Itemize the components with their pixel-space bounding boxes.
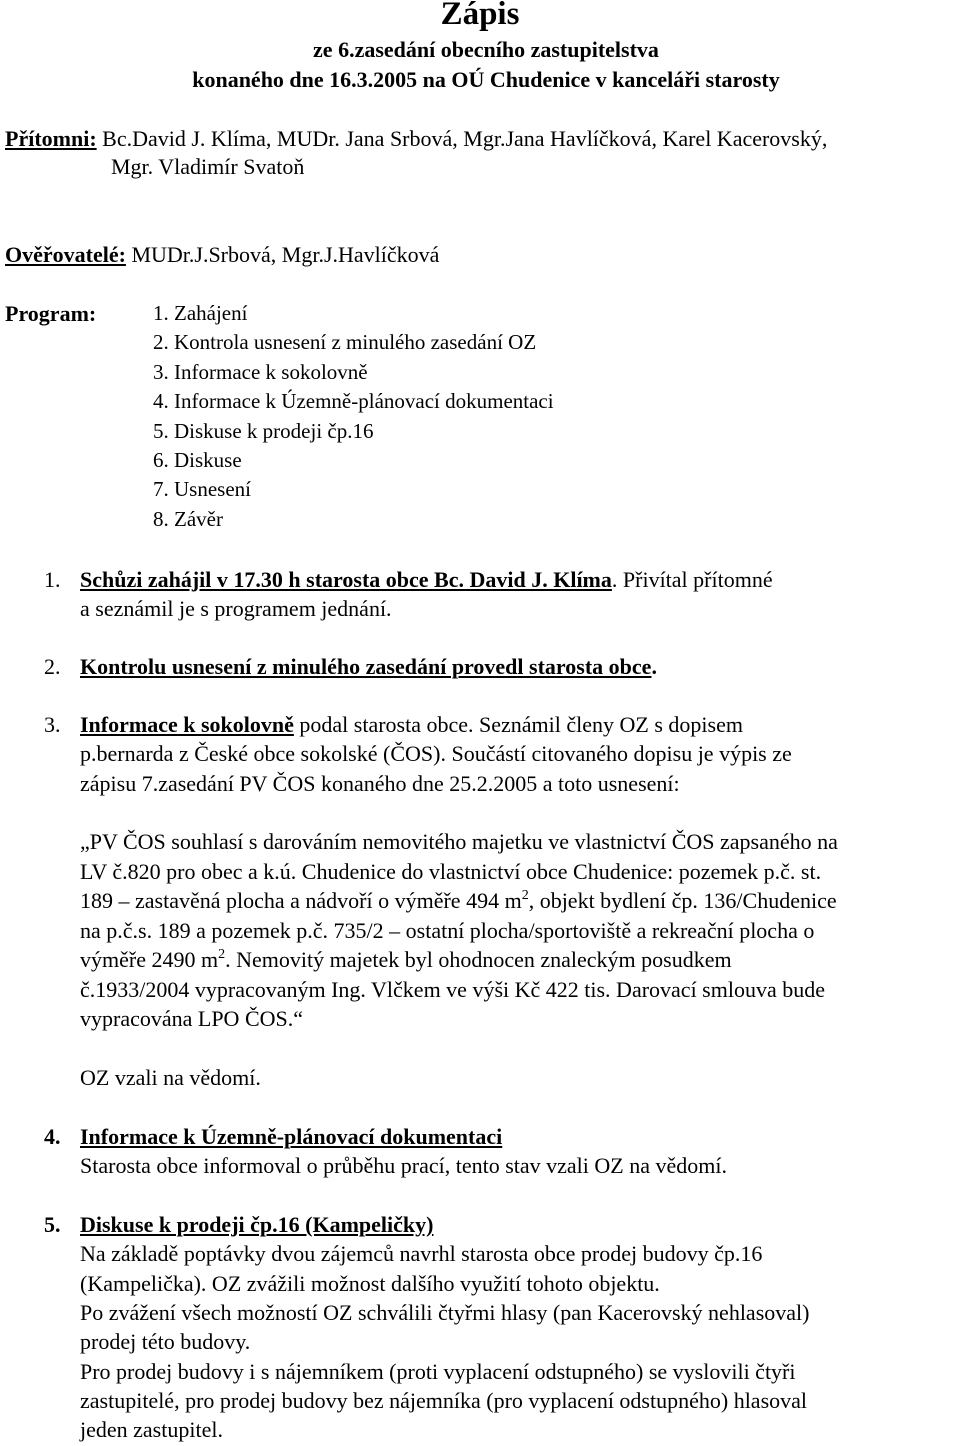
quote-line: na p.č.s. 189 a pozemek p.č. 735/2 – ostatní plocha/sportoviště a rekreační plocha o bbox=[80, 918, 815, 943]
section-2-line-1 bbox=[80, 652, 657, 682]
section-2-number: 2. bbox=[44, 654, 61, 679]
document-title: Zápis bbox=[440, 0, 520, 32]
section-1-line-2: a seznámil je s programem jednání. bbox=[80, 596, 392, 621]
section-2-text: . bbox=[651, 654, 657, 679]
section-3-note: OZ vzali na vědomí. bbox=[80, 1065, 261, 1090]
quote-line: č.1933/2004 vypracovaným Ing. Vlčkem ve výši Kč 422 tis. Darovací smlouva bude bbox=[80, 977, 825, 1002]
section-5-heading: Diskuse k prodeji čp.16 (Kampeličky) bbox=[80, 1212, 434, 1237]
section-5-line: prodej této budovy. bbox=[80, 1329, 251, 1354]
program-item: 1. Zahájení bbox=[153, 301, 248, 325]
section-5-line: Pro prodej budovy i s nájemníkem (proti vyplacení odstupného) se vyslovili čtyři bbox=[80, 1359, 796, 1384]
section-5-line: jeden zastupitel. bbox=[80, 1417, 223, 1442]
verifiers-names: MUDr.J.Srbová, Mgr.J.Havlíčková bbox=[131, 242, 440, 267]
section-3-heading: Informace k sokolovně bbox=[80, 712, 294, 737]
verifiers-label: Ověřovatelé: bbox=[5, 242, 126, 267]
verifiers-line bbox=[5, 240, 439, 270]
document-subtitle-2: konaného dne 16.3.2005 na OÚ Chudenice v kanceláři starosty bbox=[192, 67, 780, 92]
program-item: 7. Usnesení bbox=[153, 477, 251, 501]
section-3-number: 3. bbox=[44, 712, 61, 737]
section-1-text: . Přivítal přítomné bbox=[611, 567, 773, 592]
section-4-heading: Informace k Územně-plánovací dokumentaci bbox=[80, 1124, 503, 1149]
program-item: 2. Kontrola usnesení z minulého zasedání OZ bbox=[153, 330, 537, 354]
quote-text: 189 – zastavěná plocha a nádvoří o výměře 494 m bbox=[80, 888, 522, 913]
quote-line: „PV ČOS souhlasí s darováním nemovitého majetku ve vlastnictví ČOS zapsaného na bbox=[80, 829, 838, 854]
quote-text: . Nemovitý majetek byl ohodnocen znaleckým posudkem bbox=[225, 947, 732, 972]
section-5-line: zastupitelé, pro prodej budovy bez nájemníka (pro vyplacení odstupného) hlasoval bbox=[80, 1388, 808, 1413]
attendance-line-1 bbox=[5, 124, 827, 154]
section-1-heading: Schůzi zahájil v 17.30 h starosta obce Bc. David J. Klíma bbox=[80, 567, 612, 592]
document-subtitle-1: ze 6.zasedání obecního zastupitelstva bbox=[313, 37, 659, 62]
section-4-number: 4. bbox=[44, 1124, 61, 1149]
program-item: 3. Informace k sokolovně bbox=[153, 360, 368, 384]
quote-text: výměře 2490 m bbox=[80, 947, 219, 972]
section-5-line: Na základě poptávky dvou zájemců navrhl starosta obce prodej budovy čp.16 bbox=[80, 1241, 763, 1266]
quote-line bbox=[80, 945, 732, 979]
quote-line: vypracována LPO ČOS.“ bbox=[80, 1006, 304, 1031]
attendance-names: Bc.David J. Klíma, MUDr. Jana Srbová, Mgr.Jana Havlíčková, Karel Kacerovský, bbox=[102, 126, 828, 151]
section-5-number: 5. bbox=[44, 1212, 61, 1237]
program-item: 8. Závěr bbox=[153, 507, 223, 531]
attendance-label: Přítomni: bbox=[5, 126, 97, 151]
section-5-line: (Kampelička). OZ zvážili možnost dalšího využití tohoto objektu. bbox=[80, 1271, 660, 1296]
section-3-line-2: p.bernarda z České obce sokolské (ČOS). Součástí citovaného dopisu je výpis ze bbox=[80, 741, 792, 766]
section-5-line: Po zvážení všech možností OZ schválili čtyřmi hlasy (pan Kacerovský nehlasoval) bbox=[80, 1300, 810, 1325]
section-4-line-1: Starosta obce informoval o průběhu prací, tento stav vzali OZ na vědomí. bbox=[80, 1153, 727, 1178]
program-label: Program: bbox=[5, 301, 97, 326]
section-1-line-1 bbox=[80, 565, 773, 595]
section-3-line-3: zápisu 7.zasedání PV ČOS konaného dne 25.2.2005 a toto usnesení: bbox=[80, 771, 680, 796]
program-item: 6. Diskuse bbox=[153, 448, 242, 472]
section-3-line-1 bbox=[80, 710, 743, 740]
program-item: 5. Diskuse k prodeji čp.16 bbox=[153, 419, 374, 443]
superscript: 2 bbox=[521, 888, 529, 903]
section-2-heading: Kontrolu usnesení z minulého zasedání provedl starosta obce bbox=[80, 654, 652, 679]
quote-line: LV č.820 pro obec a k.ú. Chudenice do vlastnictví obce Chudenice: pozemek p.č. st. bbox=[80, 859, 822, 884]
section-3-text: podal starosta obce. Seznámil členy OZ s dopisem bbox=[293, 712, 743, 737]
quote-text: , objekt bydlení čp. 136/Chudenice bbox=[528, 888, 837, 913]
program-item: 4. Informace k Územně-plánovací dokumentaci bbox=[153, 389, 554, 413]
section-1-number: 1. bbox=[44, 567, 61, 592]
attendance-line-2: Mgr. Vladimír Svatoň bbox=[111, 154, 305, 179]
superscript: 2 bbox=[218, 947, 226, 962]
quote-line bbox=[80, 886, 837, 920]
